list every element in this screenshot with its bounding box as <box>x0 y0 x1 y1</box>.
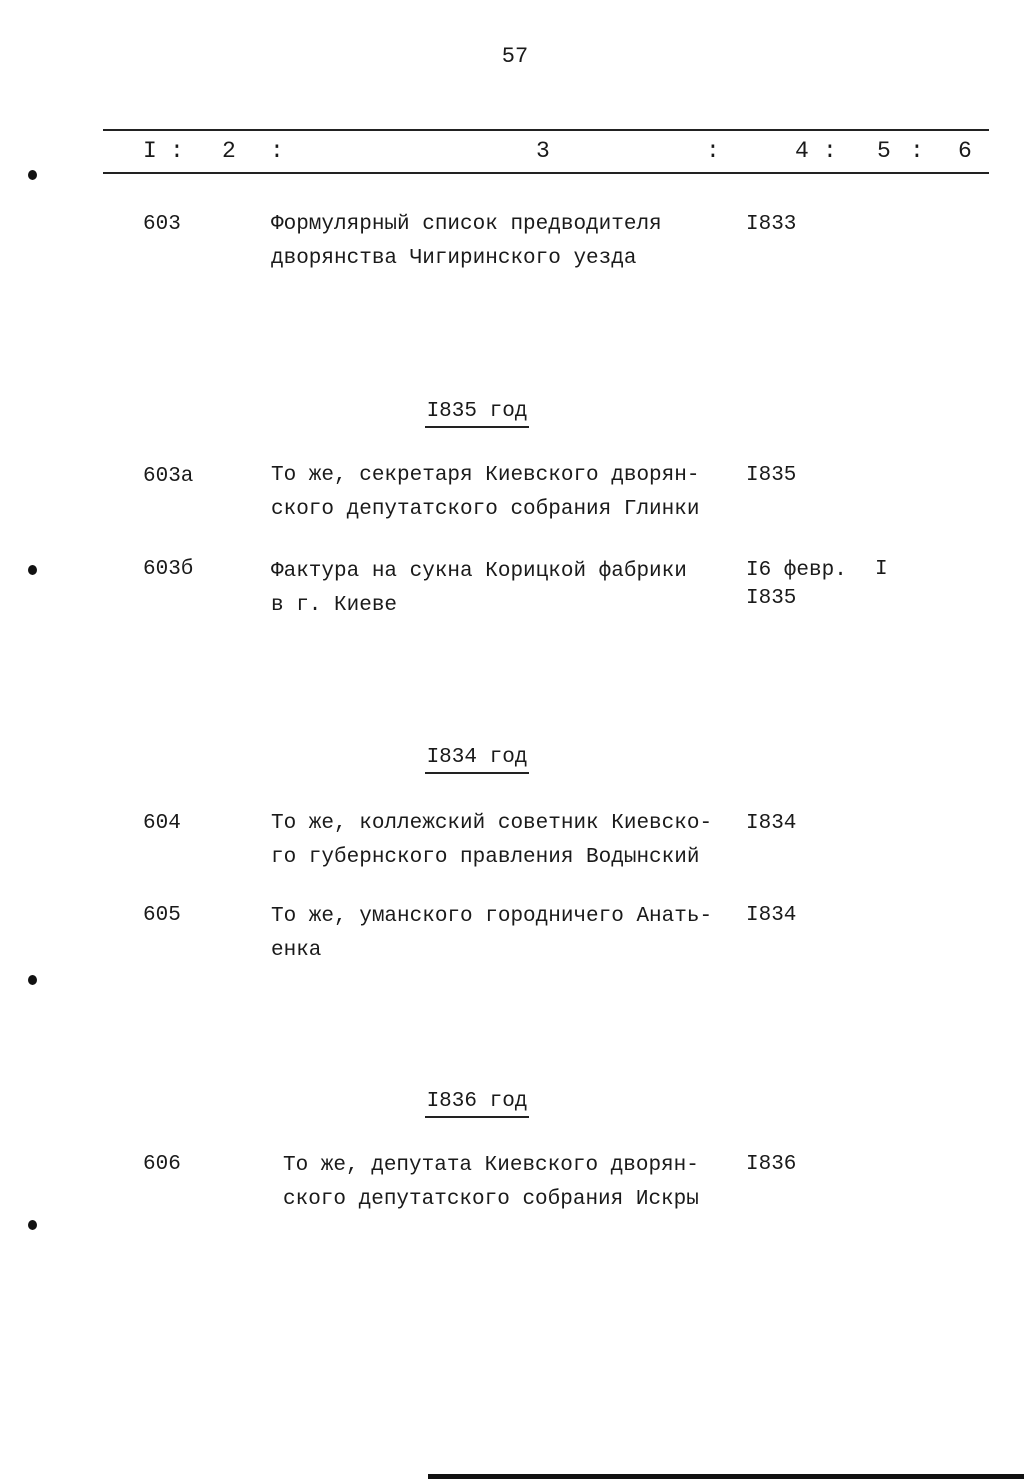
entry-number: 603б <box>143 558 194 581</box>
year-heading-text: I834 год <box>425 746 530 774</box>
entry-description <box>271 900 712 968</box>
entry-number: 603 <box>143 213 181 236</box>
entry-number: 606 <box>143 1153 181 1176</box>
column-header-4: 4 <box>795 138 809 164</box>
year-heading <box>0 400 954 423</box>
date-line: I835 <box>746 587 797 610</box>
entry-date <box>746 462 796 490</box>
binder-hole-mark <box>28 1220 37 1230</box>
column-header-5: 5 <box>877 138 891 164</box>
binder-hole-mark <box>28 170 37 180</box>
description-line: Формулярный список предводителя <box>271 213 662 236</box>
entry-date <box>746 810 796 838</box>
column-separator: : <box>910 138 924 164</box>
description-line: То же, уманского городничего Анать- <box>271 905 713 928</box>
column-header-6: 6 <box>958 138 972 164</box>
description-line: енка <box>271 939 322 962</box>
entry-date <box>746 1151 796 1179</box>
column-header-2: 2 <box>222 138 236 164</box>
entry-description <box>271 459 699 527</box>
entry-number: 604 <box>143 812 181 835</box>
entry-sheets: I <box>875 558 888 581</box>
description-line: ского депутатского собрания Глинки <box>271 498 700 521</box>
year-heading <box>0 1090 954 1113</box>
description-line: го губернского правления Водынский <box>271 846 700 869</box>
header-bottom-rule <box>103 172 989 174</box>
binder-hole-mark <box>28 975 37 985</box>
date-line: I834 <box>746 904 797 927</box>
description-line: То же, депутата Киевского дворян- <box>283 1154 699 1177</box>
entry-date <box>746 902 796 930</box>
date-line: I833 <box>746 213 797 236</box>
description-line: в г. Киеве <box>271 594 398 617</box>
header-top-rule <box>103 129 989 131</box>
year-heading-text: I835 год <box>425 400 530 428</box>
column-header-1: I <box>143 138 157 164</box>
binder-hole-mark <box>28 565 37 575</box>
date-line: I6 февр. <box>746 559 847 582</box>
description-line: То же, коллежский советник Киевско- <box>271 812 713 835</box>
column-separator: : <box>823 138 837 164</box>
date-line: I835 <box>746 464 797 487</box>
entry-date <box>746 557 847 613</box>
column-header-3: 3 <box>536 138 550 164</box>
description-line: ского депутатского собрания Искры <box>283 1188 699 1211</box>
description-line: дворянства Чигиринского уезда <box>271 247 637 270</box>
year-heading-text: I836 год <box>425 1090 530 1118</box>
date-line: I836 <box>746 1153 797 1176</box>
column-separator: : <box>270 138 284 164</box>
year-heading <box>0 746 954 769</box>
entry-description <box>283 1149 699 1217</box>
entry-description <box>271 807 712 875</box>
date-line: I834 <box>746 812 797 835</box>
entry-number: 605 <box>143 904 181 927</box>
description-line: То же, секретаря Киевского дворян- <box>271 464 700 487</box>
entry-description <box>271 208 662 276</box>
entry-description <box>271 555 687 623</box>
page-number: 57 <box>501 44 529 69</box>
scan-edge-bar <box>428 1474 1024 1479</box>
column-separator: : <box>170 138 184 164</box>
column-separator: : <box>706 138 720 164</box>
description-line: Фактура на сукна Корицкой фабрики <box>271 560 687 583</box>
entry-date <box>746 211 796 239</box>
entry-number: 603а <box>143 465 194 488</box>
